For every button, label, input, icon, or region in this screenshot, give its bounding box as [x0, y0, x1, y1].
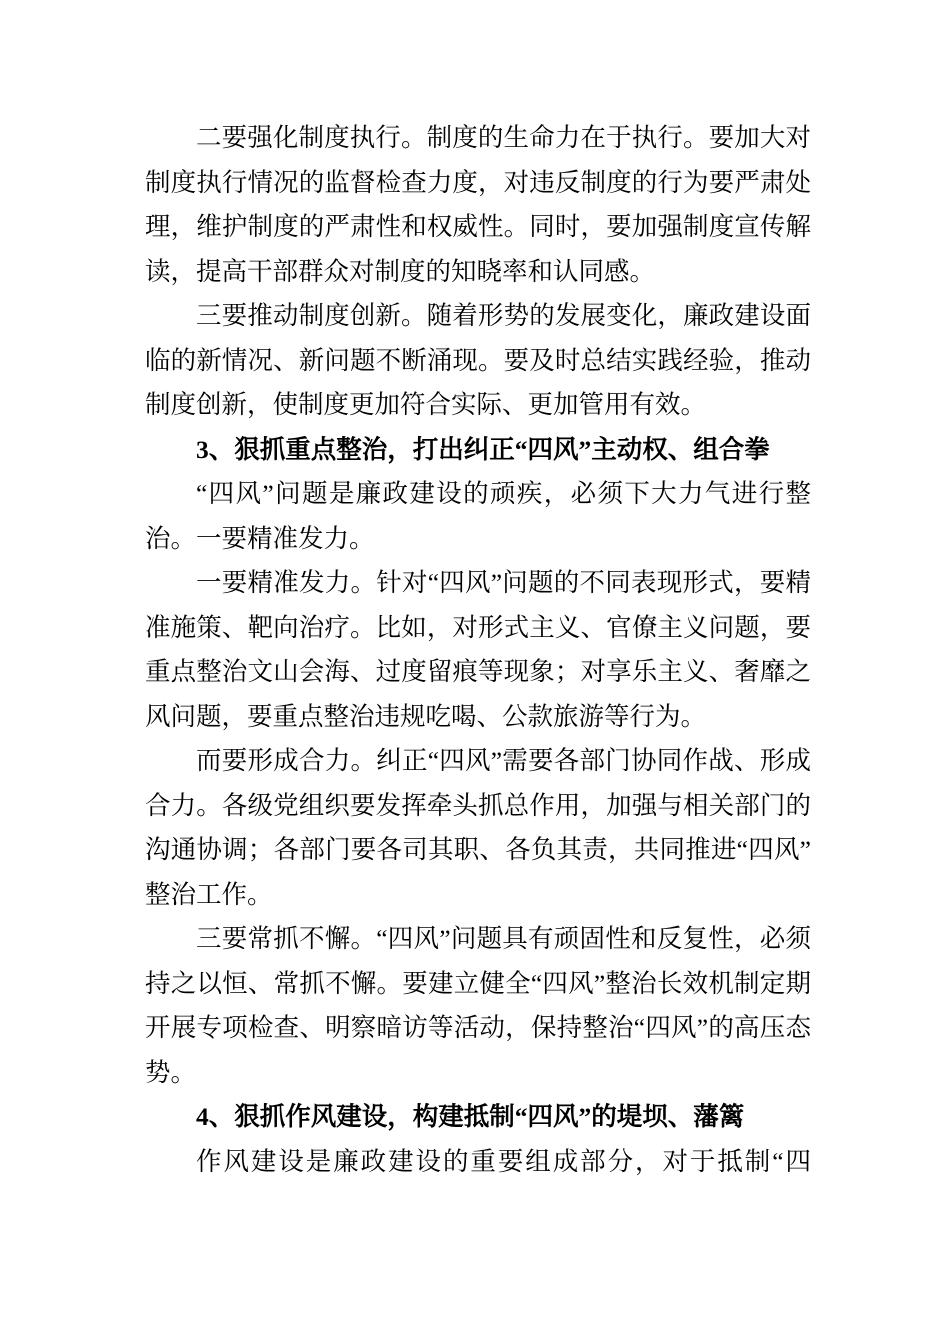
body-paragraph: 三要推动制度创新。随着形势的发展变化，廉政建设面临的新情况、新问题不断涌现。要及时总结实践经验，推动制度创新，使制度更加符合实际、更加管用有效。 — [145, 301, 811, 419]
body-paragraph: “四风”问题是廉政建设的顽疾，必须下大力气进行整治。一要精准发力。 — [145, 479, 811, 553]
body-paragraph: 作风建设是廉政建设的重要组成部分，对于抵制“四 — [196, 1146, 811, 1176]
section-heading: 4、狠抓作风建设，构建抵制“四风”的堤坝、藩篱 — [196, 1102, 745, 1131]
section-heading: 3、狠抓重点整治，打出纠正“四风”主动权、组合拳 — [196, 434, 770, 464]
body-paragraph: 一要精准发力。针对“四风”问题的不同表现形式，要精准施策、靶向治疗。比如，对形式主义、官僚主义问题，要重点整治文山会海、过度留痕等现象；对享乐主义、奢靡之风问题，要重点整治违规吃喝、公款旅游等行为。 — [145, 568, 811, 731]
body-paragraph: 二要强化制度执行。制度的生命力在于执行。要加大对制度执行情况的监督检查力度，对违反制度的行为要严肃处理，维护制度的严肃性和权威性。同时，要加强制度宣传解读，提高干部群众对制度的知晓率和认同感。 — [145, 123, 811, 286]
body-paragraph: 而要形成合力。纠正“四风”需要各部门协同作战、形成合力。各级党组织要发挥牵头抓总作用，加强与相关部门的沟通协调；各部门要各司其职、各负其责，共同推进“四风”整治工作。 — [145, 746, 811, 909]
document-content — [145, 116, 811, 1184]
body-paragraph: 三要常抓不懈。“四风”问题具有顽固性和反复性，必须持之以恒、常抓不懈。要建立健全“四风”整治长效机制定期开展专项检查、明察暗访等活动，保持整治“四风”的高压态势。 — [145, 924, 811, 1087]
